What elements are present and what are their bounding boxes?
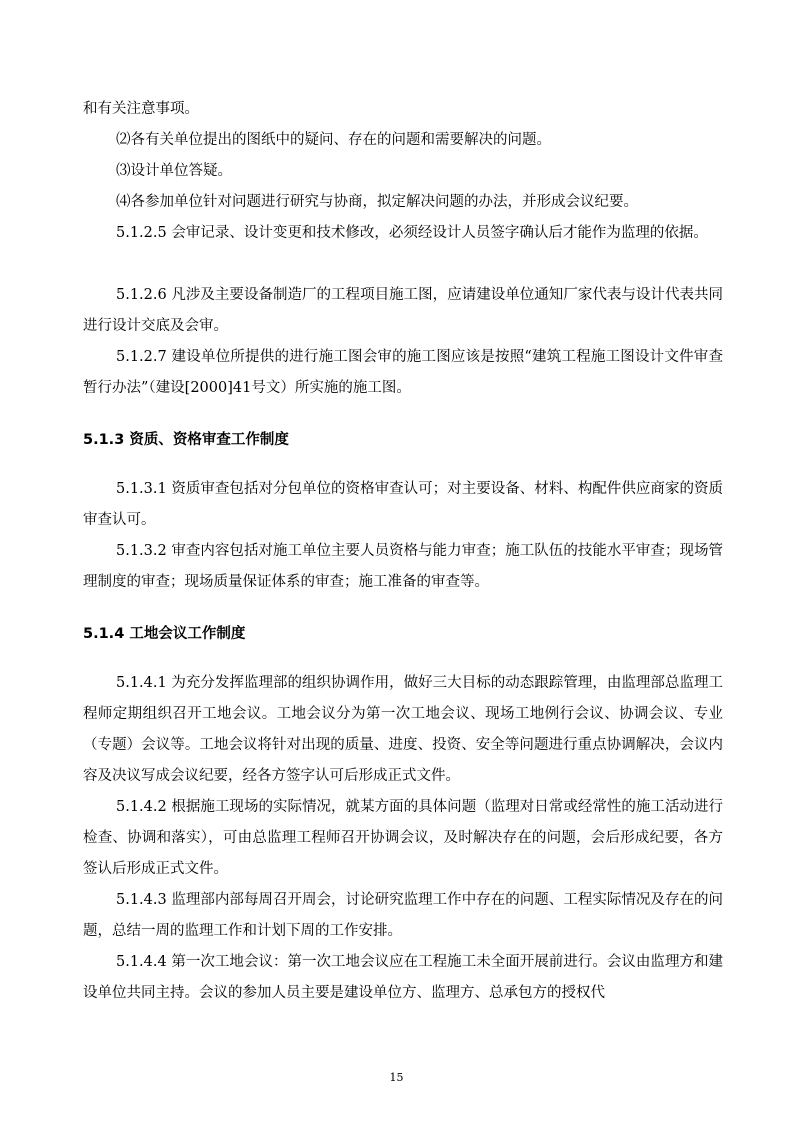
paragraph: 和有关注意事项。 xyxy=(83,101,199,117)
clause-5-1-3-2: 5.1.3.2 审查内容包括对施工单位主要人员资格与能力审查；施工队伍的技能水平审查；现场管理制度的审查；现场质量保证体系的审查；施工准备的审查等。 xyxy=(83,543,723,590)
clause-5-1-4-4: 5.1.4.4 第一次工地会议：第一次工地会议应在工程施工未全面开展前进行。会议由监理方和建设单位共同主持。会议的参加人员主要是建设单位方、监理方、总承包方的授权代 xyxy=(83,954,723,1001)
clause-5-1-2-5: 5.1.2.5 会审记录、设计变更和技术修改，必须经设计人员签字确认后才能作为监理的依据。 xyxy=(116,225,708,241)
section-heading-5-1-3: 5.1.3 资质、资格审查工作制度 xyxy=(83,432,289,448)
clause-5-1-4-1: 5.1.4.1 为充分发挥监理部的组织协调作用，做好三大目标的动态跟踪管理，由监理部总监理工程师定期组织召开工地会议。工地会议分为第一次工地会议、现场工地例行会议、协调会议、专业（专题）会议等。工地会议将针对出现的质量、进度、投资、安全等问题进行重点协调解决，会议内容及决议写成会议纪要，经各方签字认可后形成正式文件。 xyxy=(83,675,723,784)
list-item-2: ⑵各有关单位提出的图纸中的疑问、存在的问题和需要解决的问题。 xyxy=(116,132,551,148)
clause-5-1-4-2: 5.1.4.2 根据施工现场的实际情况，就某方面的具体问题（监理对日常或经常性的施工活动进行检查、协调和落实），可由总监理工程师召开协调会议，及时解决存在的问题，会后形成纪要，各方签认后形成正式文件。 xyxy=(83,799,723,877)
clause-5-1-2-7: 5.1.2.7 建设单位所提供的进行施工图会审的施工图应该是按照“建筑工程施工图设计文件审查暂行办法”（建设[2000]41号文）所实施的施工图。 xyxy=(83,349,723,396)
page-number: 15 xyxy=(389,1071,404,1084)
clause-5-1-2-6: 5.1.2.6 凡涉及主要设备制造厂的工程项目施工图，应请建设单位通知厂家代表与设计代表共同进行设计交底及会审。 xyxy=(83,287,723,334)
clause-5-1-4-3: 5.1.4.3 监理部内部每周召开周会，讨论研究监理工作中存在的问题、工程实际情况及存在的问题，总结一周的监理工作和计划下周的工作安排。 xyxy=(83,892,723,939)
clause-5-1-3-1: 5.1.3.1 资质审查包括对分包单位的资格审查认可；对主要设备、材料、构配件供应商家的资质审查认可。 xyxy=(83,481,723,528)
section-heading-5-1-4: 5.1.4 工地会议工作制度 xyxy=(83,626,246,642)
list-item-4: ⑷各参加单位针对问题进行研究与协商，拟定解决问题的办法，并形成会议纪要。 xyxy=(116,194,638,210)
list-item-3: ⑶设计单位答疑。 xyxy=(116,163,232,179)
